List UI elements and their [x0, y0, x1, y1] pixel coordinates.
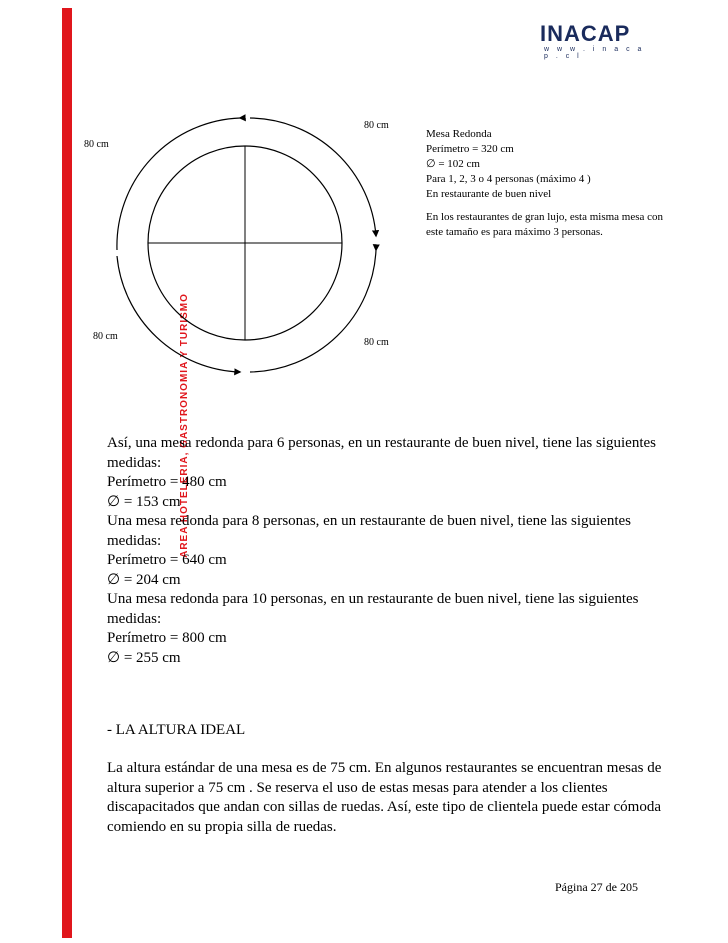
measure-6-perimeter: Perímetro = 480 cm: [107, 474, 227, 490]
measure-6-diameter: ∅ = 153 cm: [107, 493, 181, 510]
measure-8-diameter: ∅ = 204 cm: [107, 571, 181, 588]
page-number: Página 27 de 205: [555, 880, 638, 894]
logo-name: INACAP: [540, 21, 631, 46]
logo-url: w w w . i n a c a p . c l: [544, 46, 645, 60]
info-luxury: En los restaurantes de gran lujo, esta misma mesa con este tamaño es para máximo 3 personas.: [426, 211, 664, 238]
arc-top-left-arrow: [117, 118, 240, 250]
measure-8-intro: Una mesa redonda para 8 personas, en un restaurante de buen nivel, tiene las siguientes medidas:: [107, 513, 631, 549]
label-top-right: 80 cm: [364, 120, 389, 131]
measure-10-diameter: ∅ = 255 cm: [107, 649, 181, 666]
label-bottom-left: 80 cm: [93, 331, 118, 342]
section-heading: - LA ALTURA IDEAL: [107, 722, 246, 738]
label-bottom-right: 80 cm: [364, 337, 389, 348]
measure-10-intro: Una mesa redonda para 10 personas, en un restaurante de buen nivel, tiene las siguientes medidas:: [107, 591, 639, 627]
arc-bottom-right-arrow: [250, 250, 376, 372]
measure-8-perimeter: Perímetro = 640 cm: [107, 552, 227, 568]
info-perimeter: Perímetro = 320 cm: [426, 143, 514, 155]
measure-6-intro: Así, una mesa redonda para 6 personas, en un restaurante de buen nivel, tiene las siguientes medidas:: [107, 435, 656, 471]
info-level: En restaurante de buen nivel: [426, 188, 552, 200]
info-title: Mesa Redonda: [426, 128, 492, 140]
side-area-label: AREA HOTELERIA, GASTRONOMIA Y TURISMO: [178, 293, 190, 558]
info-diameter: ∅ = 102 cm: [426, 158, 480, 170]
label-top-left: 80 cm: [84, 139, 109, 150]
arc-top-right-arrow: [250, 118, 376, 236]
measure-10-perimeter: Perímetro = 800 cm: [107, 630, 227, 646]
section-body: La altura estándar de una mesa es de 75 cm. En algunos restaurantes se encuentran mesas de altura superior a 75 cm . Se reserva el uso de estas mesas para atender a los clientes discapacitados que andan con sillas de ruedas. Así, este tipo de clientela puede estar cómoda comiendo en su propia silla de ruedas.: [107, 760, 662, 835]
info-persons: Para 1, 2, 3 o 4 personas (máximo 4 ): [426, 173, 591, 185]
table-info: [426, 127, 666, 240]
section-body-block: [107, 759, 667, 837]
measures-block: [107, 434, 667, 668]
